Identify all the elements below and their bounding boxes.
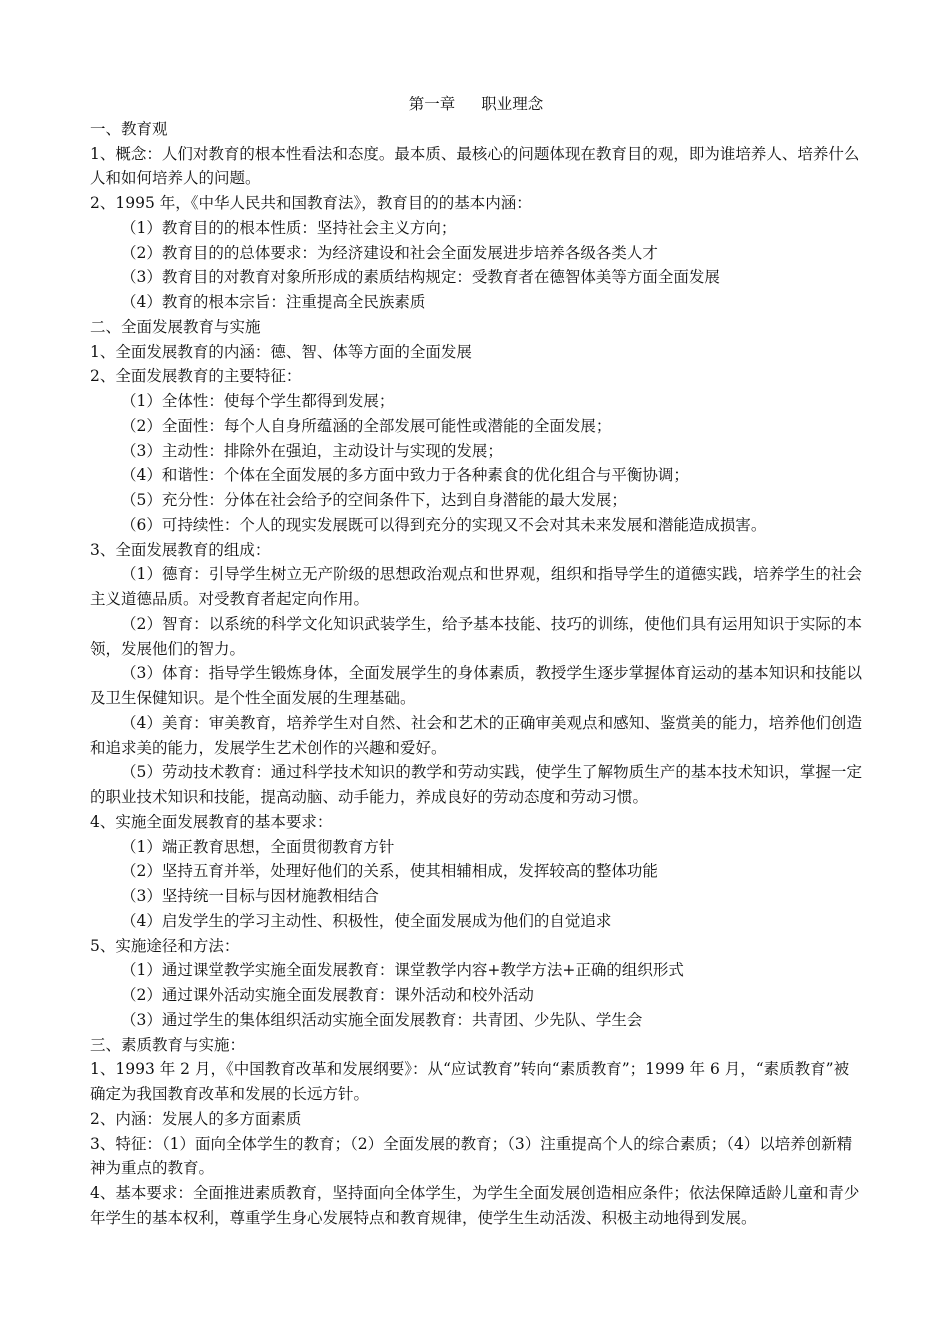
indented-paragraph: （1）德育：引导学生树立无产阶级的思想政治观点和世界观，组织和指导学生的道德实践，培养学生的社会主义道德品质。对受教育者起定向作用。 [90,565,862,608]
section-heading: 三、素质教育与实施： [90,1035,246,1054]
document-lines [90,117,862,1231]
list-item: （3）主动性：排除外在强迫，主动设计与实现的发展； [121,441,503,460]
section-heading: 一、教育观 [90,119,168,138]
list-item: （4）教育的根本宗旨：注重提高全民族素质 [121,293,426,311]
list-item: （1）端正教育思想，全面贯彻教育方针 [121,837,395,856]
list-item: （4）和谐性：个体在全面发展的多方面中致力于各种素食的优化组合与平衡协调； [121,466,689,485]
paragraph: 1、1993 年 2 月，《中国教育改革和发展纲要》：从“应试教育”转向“素质教育”；1999 年 6 月，“素质教育”被确定为我国教育改革和发展的长远方针。 [90,1060,850,1103]
document-body [90,92,862,1231]
indented-paragraph: （4）美育：审美教育，培养学生对自然、社会和艺术的正确审美观点和感知、鉴赏美的能力，培养他们创造和追求美的能力，发展学生艺术创作的兴趣和爱好。 [90,713,862,757]
indented-paragraph: （2）智育：以系统的科学文化知识武装学生，给予基本技能、技巧的训练，使他们具有运用知识于实际的本领，发展他们的智力。 [90,614,862,658]
paragraph: 1、概念：人们对教育的根本性看法和态度。最本质、最核心的问题体现在教育目的观，即为谁培养人、培养什么人和如何培养人的问题。 [90,144,860,188]
list-item: （3）坚持统一目标与因材施教相结合 [121,887,379,905]
paragraph: 4、基本要求：全面推进素质教育，坚持面向全体学生，为学生全面发展创造相应条件；依法保障适龄儿童和青少年学生的基本权利，尊重学生身心发展特点和教育规律，使学生生动活泼、积极主动地得到发展。 [90,1184,860,1227]
chapter-title [90,92,862,117]
paragraph: 4、实施全面发展教育的基本要求： [90,812,333,831]
paragraph: 3、特征：（1）面向全体学生的教育；（2）全面发展的教育；（3）注重提高个人的综合素质；（4）以培养创新精神为重点的教育。 [90,1134,853,1178]
paragraph: 2、1995 年，《中华人民共和国教育法》，教育目的的基本内涵： [90,194,532,212]
paragraph: 5、实施途径和方法： [90,936,240,955]
chapter-name: 职业理念 [481,95,544,113]
list-item: （2）通过课外活动实施全面发展教育：课外活动和校外活动 [121,986,534,1004]
list-item: （2）教育目的的总体要求：为经济建设和社会全面发展进步培养各级各类人才 [121,243,658,262]
list-item: （5）充分性：分体在社会给予的空间条件下，达到自身潜能的最大发展； [121,491,627,509]
paragraph: 2、全面发展教育的主要特征： [90,367,302,386]
list-item: （2）坚持五育并举，处理好他们的关系，使其相辅相成，发挥较高的整体功能 [121,862,658,881]
list-item: （2）全面性：每个人自身所蕴涵的全部发展可能性或潜能的全面发展； [121,416,612,435]
indented-paragraph: （3）体育：指导学生锻炼身体，全面发展学生的身体素质，教授学生逐步掌握体育运动的基本知识和技能以及卫生保健知识。是个性全面发展的生理基础。 [90,664,862,707]
list-item: （1）教育目的的根本性质：坚持社会主义方向； [121,218,457,237]
list-item: （4）启发学生的学习主动性、积极性，使全面发展成为他们的自觉追求 [121,911,612,930]
section-heading: 二、全面发展教育与实施 [90,317,261,336]
indented-paragraph: （5）劳动技术教育：通过科学技术知识的教学和劳动实践，使学生了解物质生产的基本技术知识，掌握一定的职业技术知识和技能，提高动脑、动手能力，养成良好的劳动态度和劳动习惯。 [90,763,862,806]
list-item: （1）全体性：使每个学生都得到发展； [121,392,395,410]
list-item: （6）可持续性：个人的现实发展既可以得到充分的实现又不会对其未来发展和潜能造成损害。 [121,515,767,534]
list-item: （1）通过课堂教学实施全面发展教育：课堂教学内容+教学方法+正确的组织形式 [121,961,684,980]
paragraph: 3、全面发展教育的组成： [90,540,271,559]
paragraph: 1、全面发展教育的内涵：德、智、体等方面的全面发展 [90,342,472,361]
list-item: （3）教育目的对教育对象所形成的素质结构规定：受教育者在德智体美等方面全面发展 [121,268,720,287]
paragraph: 2、内涵：发展人的多方面素质 [90,1109,302,1128]
chapter-number: 第一章 [408,95,456,113]
list-item: （3）通过学生的集体组织活动实施全面发展教育：共青团、少先队、学生会 [121,1010,643,1029]
